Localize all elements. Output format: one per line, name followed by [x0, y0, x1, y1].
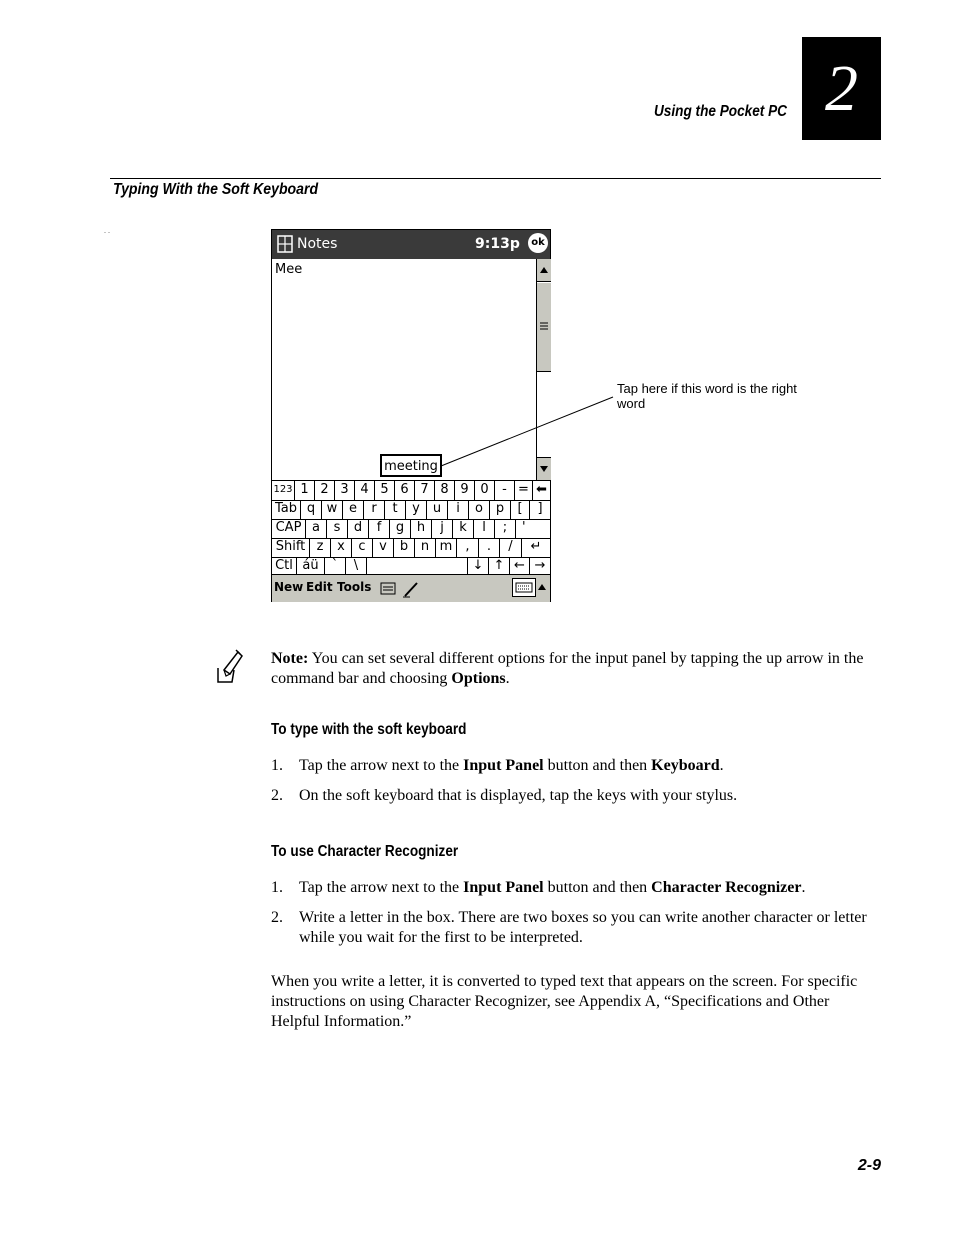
key[interactable]: u	[427, 500, 448, 519]
stray-marks: . .	[104, 226, 110, 235]
step-number: 2.	[271, 787, 283, 804]
key[interactable]: 7	[415, 481, 435, 500]
key[interactable]: 3	[335, 481, 355, 500]
key[interactable]: g	[390, 519, 411, 538]
running-header-title: Using the Pocket PC	[653, 103, 787, 120]
menu-new[interactable]: New	[274, 580, 304, 594]
note-bold-options: Options	[451, 670, 506, 687]
arrow-left-key[interactable]: ←	[510, 557, 530, 576]
note-period: .	[505, 670, 510, 687]
key[interactable]: =	[515, 481, 533, 500]
soft-keyboard	[272, 480, 550, 575]
key[interactable]: f	[369, 519, 390, 538]
key[interactable]: v	[373, 538, 394, 557]
key[interactable]: e	[343, 500, 364, 519]
ok-button[interactable]: ok	[528, 233, 548, 253]
note-paragraph	[271, 649, 871, 689]
key[interactable]: j	[432, 519, 453, 538]
app-title: Notes	[297, 236, 338, 252]
key[interactable]: \	[346, 557, 367, 576]
start-menu-icon[interactable]	[277, 235, 293, 253]
key[interactable]: x	[331, 538, 352, 557]
arrow-up-key[interactable]: ↑	[489, 557, 510, 576]
navigation-bar	[272, 230, 550, 259]
key[interactable]: o	[469, 500, 490, 519]
pocket-pc-screenshot	[271, 229, 551, 602]
menu-edit[interactable]: Edit	[306, 580, 333, 594]
scroll-down-arrow-icon[interactable]	[537, 457, 551, 480]
keyboard-row-numbers	[272, 481, 550, 501]
key[interactable]: 4	[355, 481, 375, 500]
key[interactable]: ]	[537, 501, 543, 516]
key[interactable]: r	[364, 500, 385, 519]
key[interactable]: 0	[475, 481, 495, 500]
step-text: Tap the arrow next to the	[299, 757, 464, 774]
key[interactable]: 2	[315, 481, 335, 500]
key[interactable]: q	[301, 500, 322, 519]
key[interactable]: 1	[295, 481, 315, 500]
step-text: Write a letter in the box. There are two boxes so you can write another character or letter while you wait for the first to be interpreted.	[299, 909, 867, 946]
key[interactable]: 123	[272, 481, 295, 500]
key[interactable]: 6	[395, 481, 415, 500]
scroll-up-arrow-icon[interactable]	[537, 259, 551, 282]
step-number: 1.	[271, 757, 283, 774]
page-number: 2-9	[857, 1157, 881, 1174]
arrow-down-key[interactable]: ↓	[468, 557, 489, 576]
word-suggestion[interactable]: meeting	[380, 454, 442, 477]
section-title: Typing With the Soft Keyboard	[113, 181, 319, 198]
key[interactable]: ;	[495, 519, 516, 538]
key[interactable]: c	[352, 538, 373, 557]
key[interactable]: y	[406, 500, 427, 519]
note-text-area[interactable]: Mee	[275, 262, 303, 277]
input-panel-keyboard-icon[interactable]	[512, 578, 536, 597]
ctrl-key[interactable]: Ctl	[272, 557, 297, 576]
arrow-right-key[interactable]: →	[534, 558, 546, 573]
step-text: button and then	[543, 757, 652, 774]
key[interactable]: n	[415, 538, 436, 557]
key[interactable]: m	[436, 538, 457, 557]
key[interactable]: k	[453, 519, 474, 538]
step-number: 2.	[271, 909, 283, 926]
key[interactable]: /	[500, 538, 522, 557]
scroll-thumb[interactable]	[537, 283, 551, 372]
key[interactable]: l	[474, 519, 495, 538]
key[interactable]: .	[479, 538, 500, 557]
keyboard-row-bottom	[272, 538, 550, 558]
shift-key[interactable]: Shift	[272, 538, 310, 557]
backspace-key[interactable]: ⬅	[536, 482, 547, 497]
vertical-scrollbar[interactable]	[536, 259, 551, 480]
key[interactable]: t	[385, 500, 406, 519]
keyboard-row-home	[272, 519, 550, 539]
key[interactable]: -	[495, 481, 515, 500]
note-label: Note:	[271, 650, 309, 667]
enter-key[interactable]: ↵	[530, 539, 542, 554]
key[interactable]: d	[348, 519, 369, 538]
pen-icon[interactable]	[402, 580, 420, 598]
procedure-title-recognizer: To use Character Recognizer	[271, 843, 459, 860]
step-text: Tap the arrow next to the	[299, 879, 464, 896]
key[interactable]: 9	[455, 481, 475, 500]
key[interactable]: `	[325, 557, 346, 576]
key[interactable]: s	[327, 519, 348, 538]
step-text: On the soft keyboard that is displayed, tap the keys with your stylus.	[299, 787, 738, 804]
menu-tools[interactable]: Tools	[337, 580, 372, 594]
callout-text: Tap here if this word is the right word	[617, 381, 797, 411]
step-bold: Input Panel	[463, 879, 544, 896]
closing-paragraph: When you write a letter, it is converted to typed text that appears on the screen. For specific instructions on using Character Recognizer, see Appendix A, “Specifications and Other Helpful Information.”	[271, 973, 858, 1030]
key[interactable]: 5	[375, 481, 395, 500]
procedure-title-keyboard: To type with the soft keyboard	[271, 721, 467, 738]
step-bold: Input Panel	[463, 757, 544, 774]
keyboard-row-qwerty	[272, 500, 550, 520]
step-text: button and then	[543, 879, 652, 896]
caps-key[interactable]: CAP	[272, 519, 306, 538]
input-panel-arrow-icon[interactable]	[536, 578, 548, 597]
note-text: You can set several different options for the input panel by tapping the up arrow in the command bar and choosing	[271, 650, 864, 687]
international-key[interactable]: áü	[297, 557, 325, 576]
tab-key[interactable]: Tab	[272, 500, 301, 519]
key[interactable]: '	[522, 520, 526, 535]
clock[interactable]: 9:13p	[475, 236, 520, 252]
key[interactable]: h	[411, 519, 432, 538]
command-bar	[272, 574, 550, 602]
key[interactable]: i	[448, 500, 469, 519]
header-rule	[110, 178, 881, 179]
key[interactable]: a	[306, 519, 327, 538]
recording-toolbar-icon[interactable]	[380, 582, 396, 595]
key[interactable]: w	[322, 500, 343, 519]
key[interactable]: ,	[457, 538, 479, 557]
key[interactable]: p	[490, 500, 511, 519]
note-hand-icon	[214, 648, 244, 686]
step-text: .	[719, 757, 724, 774]
key[interactable]: b	[394, 538, 415, 557]
key[interactable]: z	[310, 538, 331, 557]
key[interactable]: 8	[435, 481, 455, 500]
chapter-number-tab: 2	[802, 37, 881, 140]
step-bold: Keyboard	[651, 757, 720, 774]
step-bold: Character Recognizer	[651, 879, 802, 896]
step-text: .	[801, 879, 806, 896]
key[interactable]: [	[511, 500, 530, 519]
step-number: 1.	[271, 879, 283, 896]
